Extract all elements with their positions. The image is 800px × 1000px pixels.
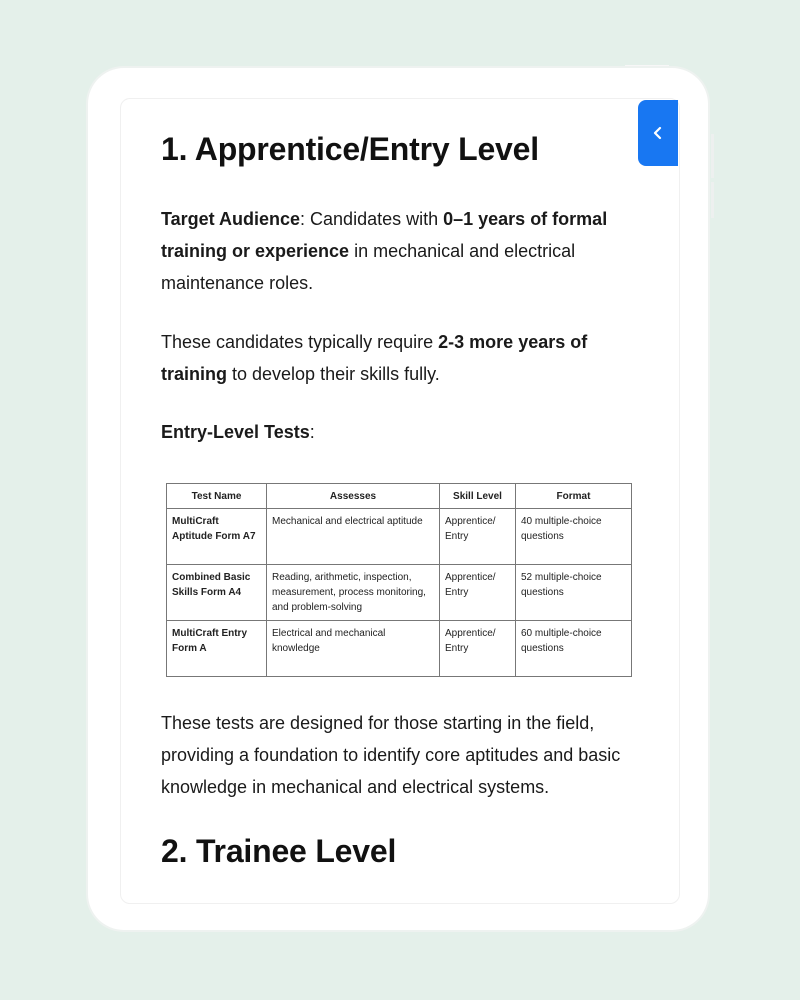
entry-tests-label-paragraph (161, 416, 641, 448)
cell-skill-level: Apprentice/ Entry (440, 565, 516, 621)
cell-test-name: Combined Basic Skills Form A4 (167, 565, 267, 621)
entry-tests-colon: : (309, 422, 315, 442)
table-row (167, 509, 632, 565)
header-skill-level: Skill Level (440, 484, 516, 509)
cell-assesses: Reading, arithmetic, inspection, measurement, process monitoring, and problem-solving (267, 565, 440, 621)
chevron-left-icon (652, 125, 664, 141)
header-test-name: Test Name (167, 484, 267, 509)
training-text-end: to develop their skills fully. (227, 364, 440, 384)
device-side-button (711, 182, 714, 218)
audience-text-mid: : Candidates with (300, 209, 444, 229)
training-emphasis: 2-3 more years of training (161, 332, 588, 384)
section-heading-apprentice: 1. Apprentice/Entry Level (161, 131, 539, 167)
header-assesses: Assesses (267, 484, 440, 509)
cell-format: 40 multiple-choice questions (516, 509, 632, 565)
entry-tests-table (166, 483, 632, 677)
audience-text-end: in mechanical and electrical maintenance roles. (161, 241, 576, 293)
entry-tests-label: Entry-Level Tests (161, 422, 310, 442)
cell-assesses: Mechanical and electrical aptitude (267, 509, 440, 565)
table-row (167, 621, 632, 677)
cell-assesses: Electrical and mechanical knowledge (267, 621, 440, 677)
closing-paragraph: These tests are designed for those starting in the field, providing a foundation to identify core aptitudes and basic knowledge in mechanical and electrical systems. (161, 713, 621, 797)
table-header-row (167, 484, 632, 509)
audience-emphasis: 0–1 years of formal training or experience (161, 209, 608, 261)
cell-format: 60 multiple-choice questions (516, 621, 632, 677)
target-audience-label: Target Audience (161, 209, 301, 229)
cell-format: 52 multiple-choice questions (516, 565, 632, 621)
target-audience-paragraph (161, 203, 641, 299)
article-screen (120, 98, 680, 904)
cell-test-name: MultiCraft Aptitude Form A7 (167, 509, 267, 565)
article-content (161, 129, 641, 871)
device-side-button (711, 134, 714, 178)
header-format: Format (516, 484, 632, 509)
section-heading-trainee: 2. Trainee Level (161, 833, 397, 869)
cell-skill-level: Apprentice/ Entry (440, 621, 516, 677)
cell-test-name: MultiCraft Entry Form A (167, 621, 267, 677)
collapse-sidebar-button[interactable] (638, 100, 678, 166)
training-paragraph (161, 326, 641, 390)
table-row (167, 565, 632, 621)
cell-skill-level: Apprentice/ Entry (440, 509, 516, 565)
training-text-start: These candidates typically require (161, 332, 439, 352)
